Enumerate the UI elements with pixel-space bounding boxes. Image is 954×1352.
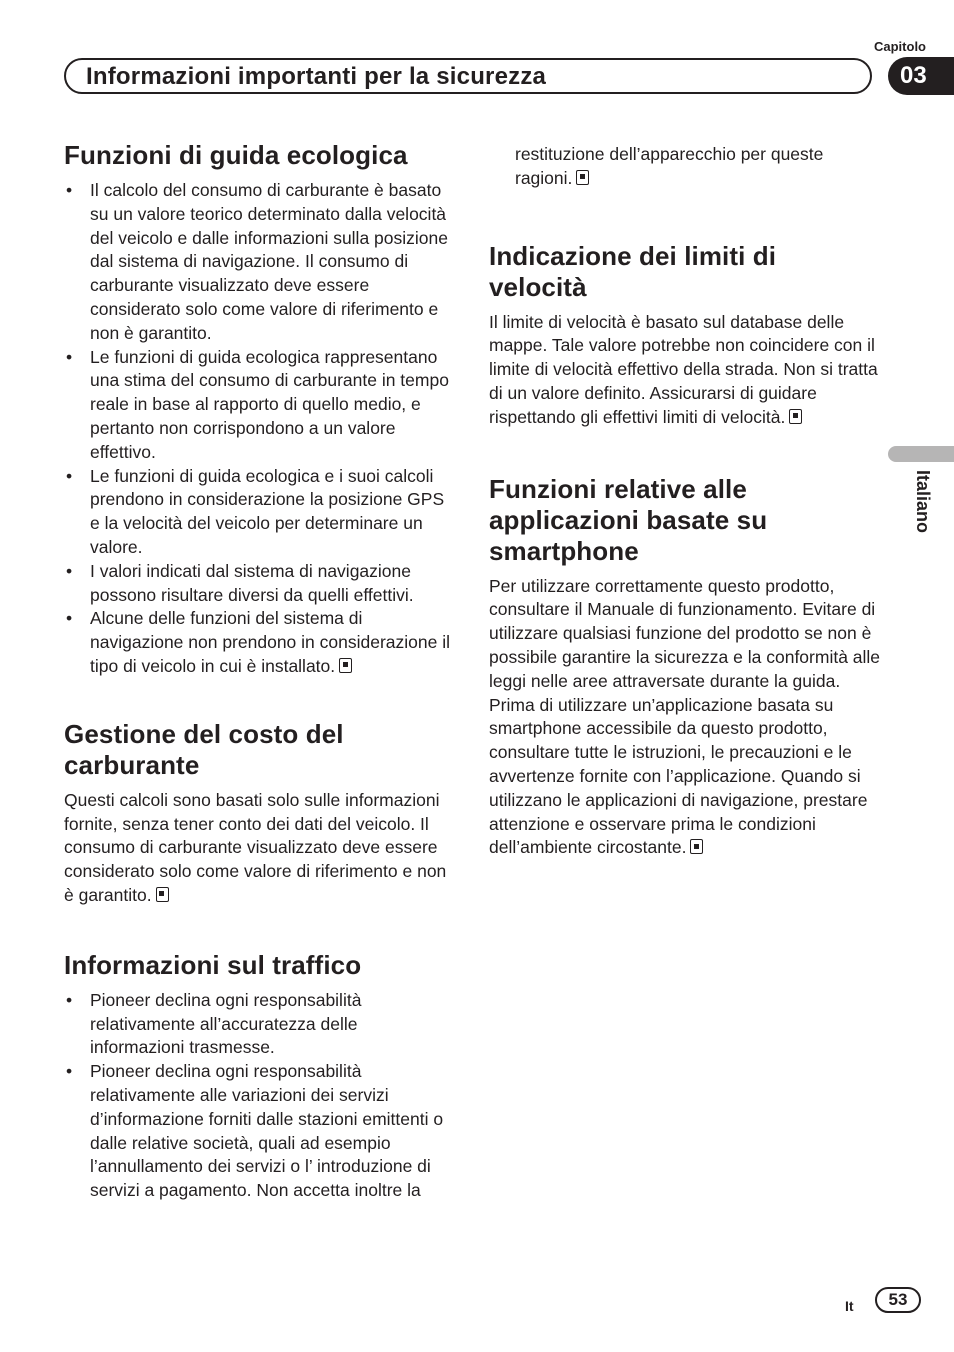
speed-limits-text: Il limite di velocità è basato sul database delle mappe. Tale valore potrebbe non coincidere con il limite di velocità effettivo della strada. Non si tratta di un valore definito. Assicurarsi di guidare rispettando gli effettivi limiti di velocità. — [489, 311, 878, 427]
chapter-label: Capitolo — [874, 39, 926, 54]
end-of-section-icon — [576, 170, 589, 185]
language-code: It — [845, 1298, 854, 1314]
traffic-section — [64, 950, 456, 1203]
chapter-number-badge: 03 — [888, 57, 954, 95]
end-of-section-icon — [156, 887, 169, 902]
continuation-block — [489, 143, 881, 191]
traffic-heading: Informazioni sul traffico — [64, 949, 362, 980]
list-item: • Le funzioni di guida ecologica e i suoi calcoli prendono in considerazione la posizione GPS e la velocità del veicolo per determinare un valore. — [64, 465, 456, 560]
fuel-cost-section — [64, 719, 456, 908]
smartphone-heading: Funzioni relative alle applicazioni basate su smartphone — [489, 473, 768, 566]
speed-limits-section — [489, 241, 881, 430]
fuel-cost-text: Questi calcoli sono basati solo sulle informazioni fornite, senza tener conto dei dati del veicolo. Il consumo di carburante visualizzato deve essere considerato solo come valore di riferimento e non è garantito. — [64, 789, 447, 905]
smartphone-text: Per utilizzare correttamente questo prodotto, consultare il Manuale di funzionamento. Evitare di utilizzare qualsiasi funzione del prodotto se non è possibile garantire la sicurezza e la conformità alle leggi nelle aree attraversate durante la guida. Prima di utilizzare un’applicazione basata su smartphone accessibile da questo prodotto, consultare tutte le istruzioni, le precauzioni e le avvertenze fornite con l’applicazione. Quando si utilizzano le applicazioni di navigazione, prestare attenzione e osservare prima le condizioni dell’ambiente circostante. — [489, 575, 881, 858]
section-title: Informazioni importanti per la sicurezza — [86, 63, 547, 90]
list-item: • Pioneer declina ogni responsabilità relativamente alle variazioni dei servizi d’informazione forniti dalle stazioni emittenti o dalle relative società, quali ad esempio l’annullamento dei servizi o l’ introduzione di servizi a pagamento. Non accetta inoltre la — [64, 1060, 456, 1203]
list-item-text: Alcune delle funzioni del sistema di navigazione non prendono in considerazione il tipo di veicolo in cui è installato. — [90, 608, 450, 676]
language-label: Italiano — [913, 470, 933, 534]
eco-driving-heading: Funzioni di guida ecologica — [64, 140, 408, 170]
traffic-list — [64, 989, 456, 1203]
smartphone-section — [489, 474, 881, 861]
fuel-cost-heading: Gestione del costo del carburante — [64, 718, 344, 780]
eco-driving-section — [64, 140, 456, 679]
end-of-section-icon — [789, 409, 802, 424]
list-item — [64, 607, 456, 678]
fuel-cost-paragraph — [64, 789, 456, 908]
language-tab — [888, 446, 954, 462]
end-of-section-icon — [339, 658, 352, 673]
right-column — [489, 143, 881, 900]
speed-limits-paragraph — [489, 311, 881, 430]
smartphone-paragraph — [489, 575, 881, 861]
speed-limits-heading: Indicazione dei limiti di velocità — [489, 240, 777, 302]
list-item: • Il calcolo del consumo di carburante è basato su un valore teorico determinato dalla velocità del veicolo e dalle informazioni sulla posizione dal sistema di navigazione. Il consumo di carburante visualizzato deve essere considerato solo come valore di riferimento e non è garantito. — [64, 179, 456, 346]
continuation-paragraph — [489, 143, 881, 191]
continuation-text: restituzione dell’apparecchio per queste ragioni. — [515, 144, 824, 188]
list-item: • Pioneer declina ogni responsabilità relativamente all’accuratezza delle informazioni trasmesse. — [64, 989, 456, 1060]
left-column — [64, 140, 456, 1243]
end-of-section-icon — [690, 839, 703, 854]
list-item: • I valori indicati dal sistema di navigazione possono risultare diversi da quelli effettivi. — [64, 560, 456, 608]
page-number: 53 — [875, 1287, 921, 1313]
list-item: • Le funzioni di guida ecologica rappresentano una stima del consumo di carburante in tempo reale in base al rapporto di quello medio, e pertanto non corrispondono a un valore effettivo. — [64, 346, 456, 465]
eco-driving-list — [64, 179, 456, 679]
section-header — [64, 58, 872, 94]
